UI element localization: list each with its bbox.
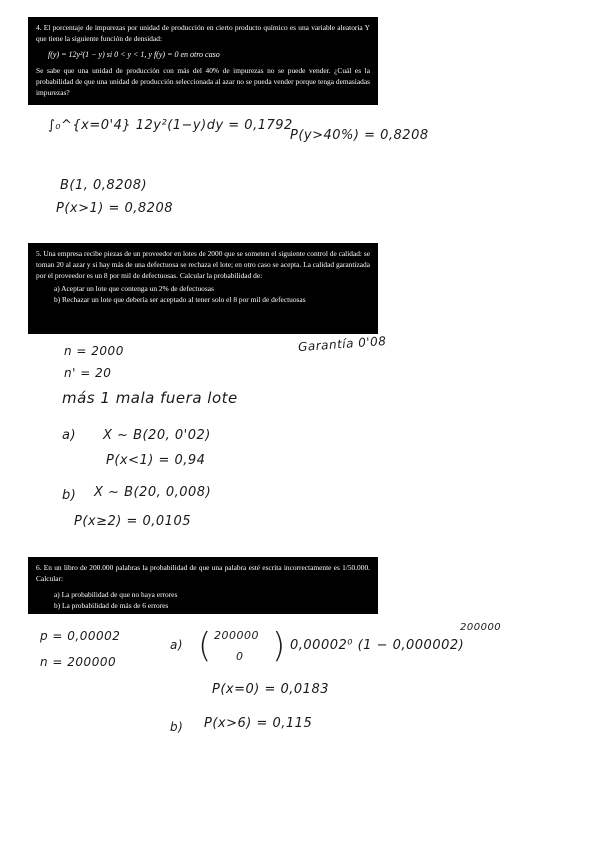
hw4-p-result: P(y>40%) = 0,8208 (290, 128, 429, 143)
problem-6-box (28, 557, 378, 614)
problem-6-item-a: a) La probabilidad de que no haya errores (54, 590, 178, 599)
problem-6-item-b: b) La probabilidad de más de 6 errores (54, 601, 169, 610)
hw5-b-prob: P(x≥2) = 0,0105 (74, 514, 191, 529)
problem-5-item-b: b) Rechazar un lote que debería ser aceptado al tener solo el 8 por mil de defectuosas (54, 295, 306, 304)
hw6-a-label: a) (170, 638, 184, 652)
hw6-a-expr: 0,00002⁰ (1 − 0,000002) (290, 638, 465, 653)
hw6-paren-right: ) (272, 626, 286, 666)
hw5-n-prime: n' = 20 (64, 366, 112, 380)
hw6-b-prob: P(x>6) = 0,115 (204, 716, 313, 731)
hw6-b-label: b) (170, 720, 184, 734)
hw5-n: n = 2000 (64, 344, 124, 358)
problem-5-header: 5. Una empresa recibe piezas de un proveedor en lotes de 2000 que se someten el siguiente control de calidad: se toman 20 al azar y si hay más de una defectuosa se rechaza el lote; en otro caso se acepta. La calidad garantizada por el proveedor es un 8 por mil de defectuosas. Calcular la probabilidad de: (36, 249, 370, 280)
problem-5-list (36, 283, 370, 305)
problem-4-formula: f(y) = 12y²(1 − y) si 0 < y < 1, y f(y) = 0 en otro caso (48, 50, 220, 59)
problem-6-list (36, 589, 370, 611)
problem-6-header: 6. En un libro de 200.000 palabras la probabilidad de que una palabra esté escrita incorrectamente es 1/50.000. Calcular: (36, 563, 370, 583)
hw6-binom-bottom: 0 (236, 650, 244, 663)
problem-4-box (28, 17, 378, 105)
problem-4-body: Se sabe que una unidad de producción con más del 40% de impurezas no se puede vender. ¿Cuál es la probabilidad de que una unidad de producción seleccionada al azar no se pueda vender porque tenga demasiadas impurezas? (36, 66, 370, 97)
hw5-note: más 1 mala fuera lote (62, 389, 238, 407)
hw6-p: p = 0,00002 (40, 629, 121, 643)
hw6-paren-left: ( (198, 626, 212, 666)
problem-4-header: 4. El porcentaje de impurezas por unidad de producción en cierto producto químico es una variable aleatoria Y que tiene la siguiente función de densidad: (36, 23, 370, 43)
hw6-binom-top: 200000 (214, 629, 259, 642)
hw5-a-dist: X ~ B(20, 0'02) (103, 428, 211, 443)
hw6-a-prob: P(x=0) = 0,0183 (212, 682, 329, 697)
hw5-garantia: Garantía 0'08 (297, 333, 387, 355)
hw5-a-prob: P(x<1) = 0,94 (106, 453, 206, 468)
hw6-n: n = 200000 (40, 655, 117, 669)
hw5-b-dist: X ~ B(20, 0,008) (94, 485, 212, 500)
hw5-b-label: b) (62, 488, 77, 503)
hw4-integral: ∫₀^{x=0'4} 12y²(1−y)dy = 0,1792 (48, 118, 293, 133)
hw4-b-line: B(1, 0,8208) (60, 178, 148, 193)
hw6-exponent: 200000 (460, 622, 502, 633)
problem-5-box (28, 243, 378, 334)
problem-5-item-a: a) Aceptar un lote que contenga un 2% de defectuosas (54, 284, 214, 293)
hw4-p-line: P(x>1) = 0,8208 (56, 201, 173, 216)
hw5-a-label: a) (62, 428, 77, 443)
